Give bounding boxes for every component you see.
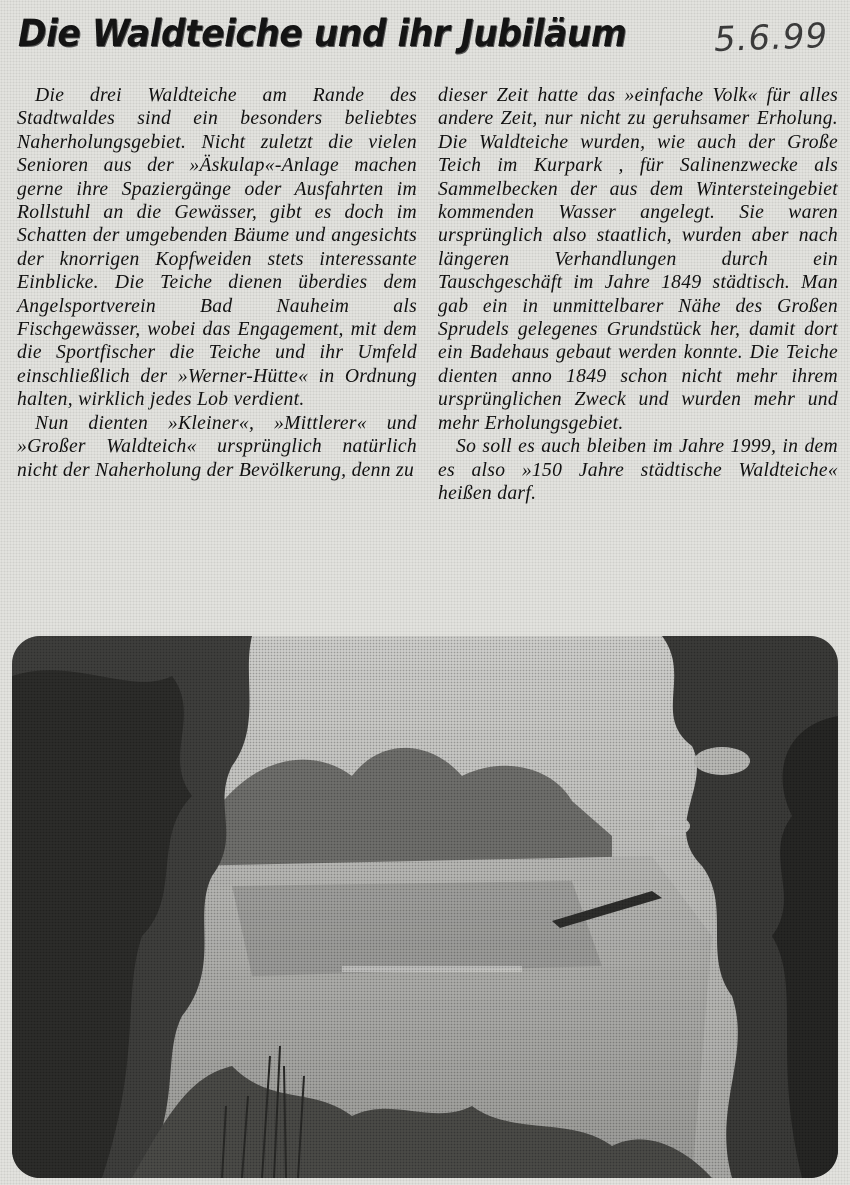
headline: Die Waldteiche und ihr Jubiläum (18, 12, 627, 55)
paragraph: Nun dienten »Kleiner«, »Mittlerer« und »Großer Waldteich« ursprünglich natürlich nicht der Naherholung der Bevölkerung, denn zu (17, 412, 417, 481)
forest-pond-photo (12, 636, 838, 1178)
paragraph: So soll es auch bleiben im Jahre 1999, in dem es also »150 Jahre städtische Waldteiche« heißen darf. (438, 436, 838, 504)
paragraph: dieser Zeit hatte das »einfache Volk« für alles andere Zeit, nur nicht zu geruhsamer Erholung. Die Waldteiche wurden, wie auch der Große Teich im Kurpark , für Salinenzwecke als Sammelbecken der aus dem Wintersteingebiet kommenden Wasser angelegt. Sie waren ursprünglich also staatlich, wurden aber nach längeren Verhandlungen durch ein Tauschgeschäft im Jahre 1849 städtisch. Man gab ein in unmittelbarer Nähe des Großen Sprudels gelegenes Grundstück her, damit dort ein Badehaus gebaut werden konnte. Die Teiche dienten anno 1849 schon nicht mehr ihrem ursprünglichen Zweck und wurden mehr und mehr Erholungsgebiet. (438, 85, 838, 434)
handwritten-date: 5.6.99 (713, 16, 829, 60)
article-column-right (438, 84, 838, 505)
article-column-left (17, 84, 417, 482)
paragraph: Die drei Waldteiche am Rande des Stadtwaldes sind ein besonders beliebtes Naherholungsgebiet. Nicht zuletzt die vielen Senioren aus der »Äskulap«-Anlage machen gerne ihre Spaziergänge oder Ausfahrten im Rollstuhl an die Gewässer, gibt es doch im Schatten der umgebenden Bäume und angesichts der knorrigen Kopfweiden stets interessante Einblicke. Die Teiche dienen überdies dem Angelsportverein Bad Nauheim als Fischgewässer, wobei das Engagement, mit dem die Sportfischer die Teiche und ihr Umfeld einschließlich der »Werner-Hütte« in Ordnung halten, wirklich jedes Lob verdient. (17, 85, 417, 411)
